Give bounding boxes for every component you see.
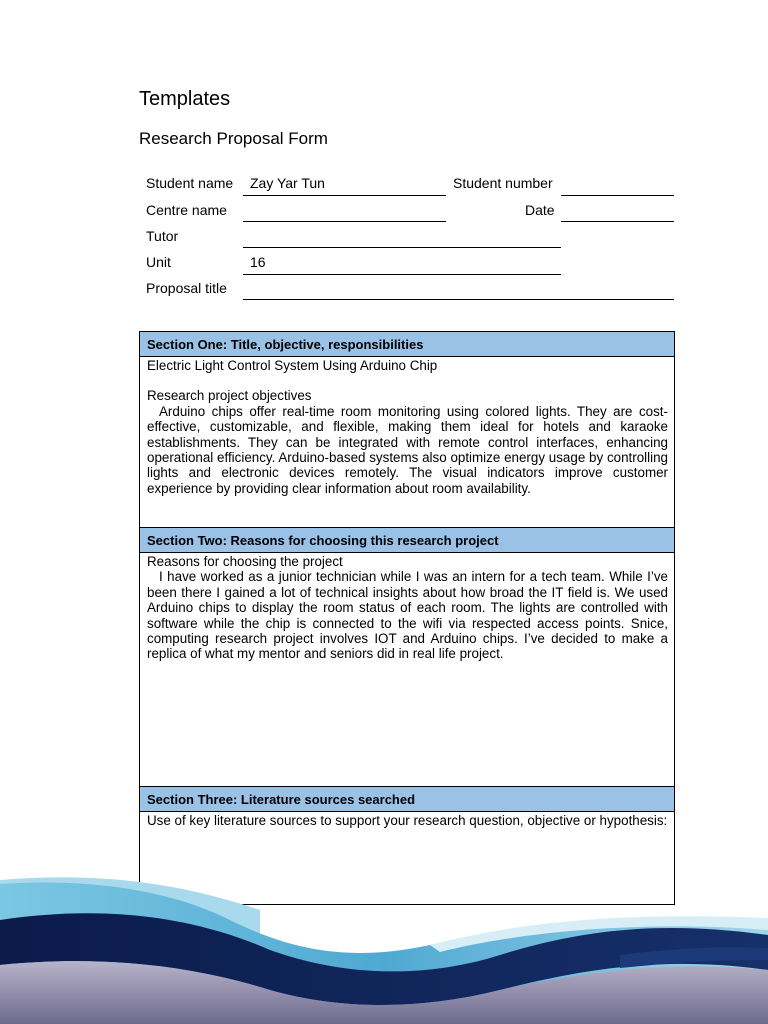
tutor-line: [243, 247, 561, 248]
objectives-label: Research project objectives: [147, 388, 312, 404]
date-label: Date: [525, 202, 555, 218]
section-three-body[interactable]: [147, 813, 668, 828]
tutor-label: Tutor: [146, 228, 179, 244]
student-name-line: [243, 195, 446, 196]
section-one-header: Section One: Title, objective, responsibilities: [140, 332, 674, 357]
section-one-body[interactable]: [147, 358, 668, 496]
sections-table: [139, 331, 675, 905]
section-two-body[interactable]: [147, 554, 668, 662]
student-number-label: Student number: [453, 175, 553, 191]
proposal-title-line: [243, 299, 674, 300]
centre-name-label: Centre name: [146, 202, 227, 218]
unit-value[interactable]: 16: [250, 254, 266, 270]
unit-line: [243, 274, 561, 275]
section-three-header: Section Three: Literature sources searched: [140, 787, 674, 812]
page-title: Templates: [139, 88, 231, 110]
proposal-title-label: Proposal title: [146, 280, 227, 296]
centre-name-line: [243, 221, 446, 222]
literature-prompt: Use of key literature sources to support your research question, objective or hypothesis:: [147, 813, 668, 828]
objectives-text: Arduino chips offer real-time room monitoring using colored lights. They are cost-effective, customizable, and flexible, making them ideal for hotels and karaoke establishments. They can be integrated with remote control interfaces, enhancing operational efficiency. Arduino-based systems also optimize energy usage by controlling lights and electronic devices remotely. The visual indicators improve customer experience by providing clear information about room availability.: [147, 403, 668, 496]
student-number-line: [561, 195, 674, 196]
project-title-text: Electric Light Control System Using Arduino Chip: [147, 358, 438, 373]
wave-footer-decoration: [0, 860, 768, 1024]
unit-label: Unit: [146, 254, 171, 270]
student-name-value[interactable]: Zay Yar Tun: [250, 175, 325, 191]
date-line: [561, 221, 674, 222]
form-subtitle: Research Proposal Form: [139, 129, 328, 148]
reasons-label: Reasons for choosing the project: [147, 554, 343, 569]
student-name-label: Student name: [146, 175, 234, 191]
section-two-header: Section Two: Reasons for choosing this research project: [140, 528, 674, 553]
reasons-text: I have worked as a junior technician while I was an intern for a tech team. While I’ve been there I gained a lot of technical insights about how broad the IT field is. We used Arduino chips to display the room status of each room. The lights are controlled with software while the chip is connected to the wifi via respected access points. Snice, computing research project involves IOT and Arduino chips. I’ve decided to make a replica of what my mentor and seniors did in real life project.: [147, 569, 668, 662]
